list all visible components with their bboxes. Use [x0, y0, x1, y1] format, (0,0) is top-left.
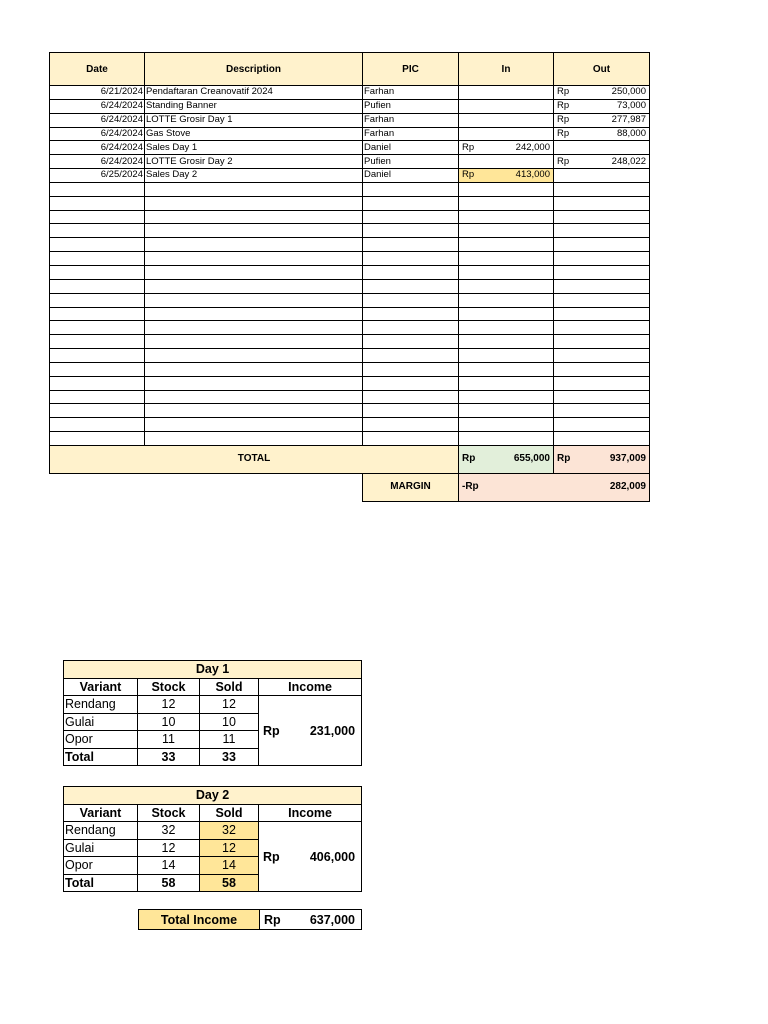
- currency-label: Rp: [462, 141, 475, 153]
- empty-cell[interactable]: [50, 210, 145, 224]
- day1-header-variant[interactable]: Variant: [64, 678, 138, 696]
- total-income-cell[interactable]: [260, 910, 362, 930]
- empty-cell[interactable]: [145, 362, 363, 376]
- stock-cell[interactable]: 12: [138, 839, 200, 857]
- empty-cell[interactable]: [50, 432, 145, 446]
- out-amount: 250,000: [611, 86, 646, 98]
- stock-cell[interactable]: 12: [138, 696, 200, 714]
- pic-cell[interactable]: Pufien: [363, 155, 459, 169]
- empty-cell[interactable]: [363, 404, 459, 418]
- empty-cell[interactable]: [145, 335, 363, 349]
- date-cell[interactable]: 6/25/2024: [50, 169, 145, 183]
- day2-header-stock[interactable]: Stock: [138, 804, 200, 822]
- empty-cell[interactable]: [50, 224, 145, 238]
- empty-cell[interactable]: [363, 196, 459, 210]
- empty-cell[interactable]: [145, 293, 363, 307]
- day2-header-row: [64, 804, 362, 822]
- total-sold-cell[interactable]: 33: [200, 748, 259, 766]
- day1-title[interactable]: Day 1: [64, 661, 362, 679]
- in-cell[interactable]: [459, 86, 554, 100]
- variant-cell[interactable]: Gulai: [64, 713, 138, 731]
- empty-cell[interactable]: [363, 390, 459, 404]
- stock-cell[interactable]: 10: [138, 713, 200, 731]
- empty-cell[interactable]: [459, 293, 554, 307]
- empty-cell[interactable]: [145, 307, 363, 321]
- sold-cell[interactable]: 32: [200, 822, 259, 840]
- out-amount: 277,987: [611, 114, 646, 126]
- margin-value: 282,009: [609, 481, 646, 493]
- description-cell[interactable]: Pendaftaran Creanovatif 2024: [145, 86, 363, 100]
- margin-prefix: -Rp: [462, 481, 479, 493]
- empty-cell[interactable]: [50, 279, 145, 293]
- day1-income-value: 231,000: [309, 723, 356, 738]
- variant-cell[interactable]: Rendang: [64, 696, 138, 714]
- empty-cell[interactable]: [554, 432, 650, 446]
- empty-ledger-row: [50, 224, 650, 238]
- ledger-body: [50, 86, 650, 446]
- empty-cell[interactable]: [363, 335, 459, 349]
- total-out-value: 937,009: [609, 453, 646, 465]
- description-cell[interactable]: LOTTE Grosir Day 1: [145, 113, 363, 127]
- total-in-cell[interactable]: [459, 445, 554, 473]
- empty-cell[interactable]: [459, 418, 554, 432]
- empty-cell[interactable]: [554, 376, 650, 390]
- in-cell[interactable]: [459, 169, 554, 183]
- ledger-total-row: [50, 445, 650, 473]
- stock-cell[interactable]: 32: [138, 822, 200, 840]
- total-income-value: 637,000: [309, 912, 355, 927]
- day1-income-cell[interactable]: [259, 696, 362, 766]
- empty-cell[interactable]: [459, 376, 554, 390]
- header-date[interactable]: Date: [50, 53, 145, 86]
- empty-cell[interactable]: [459, 404, 554, 418]
- total-income-label[interactable]: Total Income: [139, 910, 260, 930]
- pic-cell[interactable]: Pufien: [363, 99, 459, 113]
- description-cell[interactable]: LOTTE Grosir Day 2: [145, 155, 363, 169]
- empty-ledger-row: [50, 349, 650, 363]
- out-cell[interactable]: [554, 155, 650, 169]
- ledger-row: [50, 86, 650, 100]
- stock-cell[interactable]: 11: [138, 731, 200, 749]
- empty-cell[interactable]: [459, 210, 554, 224]
- pic-cell[interactable]: Farhan: [363, 113, 459, 127]
- empty-cell[interactable]: [363, 293, 459, 307]
- empty-cell[interactable]: [50, 362, 145, 376]
- total-label[interactable]: TOTAL: [50, 445, 459, 473]
- empty-cell[interactable]: [50, 196, 145, 210]
- day1-header-stock[interactable]: Stock: [138, 678, 200, 696]
- empty-ledger-row: [50, 321, 650, 335]
- sold-cell[interactable]: 14: [200, 857, 259, 875]
- pic-cell[interactable]: Daniel: [363, 169, 459, 183]
- empty-ledger-row: [50, 182, 650, 196]
- empty-cell[interactable]: [459, 196, 554, 210]
- empty-cell[interactable]: [554, 404, 650, 418]
- currency-label: Rp: [462, 169, 475, 181]
- income-currency: Rp: [263, 723, 280, 738]
- day2-header-sold[interactable]: Sold: [200, 804, 259, 822]
- empty-cell[interactable]: [363, 349, 459, 363]
- ledger-header-row: [50, 53, 650, 86]
- total-in-value: 655,000: [513, 453, 550, 465]
- pic-cell[interactable]: Farhan: [363, 86, 459, 100]
- sold-cell[interactable]: 11: [200, 731, 259, 749]
- currency-label: Rp: [557, 86, 570, 98]
- empty-cell[interactable]: [145, 321, 363, 335]
- day1-sales-table: [63, 660, 362, 766]
- total-income-currency: Rp: [264, 912, 281, 927]
- empty-cell[interactable]: [554, 238, 650, 252]
- day1-header-row: [64, 678, 362, 696]
- empty-ledger-row: [50, 432, 650, 446]
- date-cell[interactable]: 6/24/2024: [50, 113, 145, 127]
- total-out-cell[interactable]: [554, 445, 650, 473]
- in-cell[interactable]: [459, 141, 554, 155]
- currency-label: Rp: [557, 453, 571, 465]
- description-cell[interactable]: Sales Day 1: [145, 141, 363, 155]
- date-cell[interactable]: 6/21/2024: [50, 86, 145, 100]
- out-amount: 248,022: [611, 155, 646, 167]
- variant-cell[interactable]: Rendang: [64, 822, 138, 840]
- out-amount: 88,000: [616, 127, 646, 139]
- out-cell[interactable]: [554, 127, 650, 141]
- empty-cell[interactable]: [554, 196, 650, 210]
- empty-cell[interactable]: [145, 252, 363, 266]
- ledger-row: [50, 155, 650, 169]
- empty-cell[interactable]: [50, 265, 145, 279]
- empty-cell[interactable]: [145, 265, 363, 279]
- in-amount: 242,000: [515, 141, 550, 153]
- ledger-row: [50, 141, 650, 155]
- empty-cell[interactable]: [145, 418, 363, 432]
- empty-cell[interactable]: [50, 307, 145, 321]
- day1-row-rendang: [64, 696, 362, 714]
- empty-cell[interactable]: [363, 265, 459, 279]
- empty-cell[interactable]: [554, 182, 650, 196]
- sold-cell[interactable]: 12: [200, 696, 259, 714]
- empty-cell[interactable]: [459, 182, 554, 196]
- variant-cell[interactable]: Opor: [64, 857, 138, 875]
- empty-cell[interactable]: [554, 307, 650, 321]
- empty-cell[interactable]: [459, 279, 554, 293]
- empty-ledger-row: [50, 279, 650, 293]
- date-cell[interactable]: 6/24/2024: [50, 141, 145, 155]
- currency-label: Rp: [557, 100, 570, 112]
- out-cell[interactable]: [554, 169, 650, 183]
- empty-cell[interactable]: [554, 293, 650, 307]
- empty-ledger-row: [50, 418, 650, 432]
- empty-ledger-row: [50, 307, 650, 321]
- empty-cell[interactable]: [554, 252, 650, 266]
- empty-ledger-row: [50, 196, 650, 210]
- empty-cell[interactable]: [50, 418, 145, 432]
- empty-cell[interactable]: [145, 390, 363, 404]
- empty-cell[interactable]: [363, 418, 459, 432]
- total-label[interactable]: Total: [64, 874, 138, 892]
- out-amount: 73,000: [616, 100, 646, 112]
- in-cell[interactable]: [459, 113, 554, 127]
- empty-cell[interactable]: [363, 252, 459, 266]
- empty-cell[interactable]: [459, 432, 554, 446]
- empty-cell[interactable]: [363, 279, 459, 293]
- currency-label: Rp: [462, 453, 476, 465]
- empty-cell[interactable]: [145, 432, 363, 446]
- empty-cell[interactable]: [554, 279, 650, 293]
- empty-cell[interactable]: [363, 224, 459, 238]
- empty-cell[interactable]: [50, 390, 145, 404]
- total-income-row: [139, 910, 362, 930]
- header-out[interactable]: Out: [554, 53, 650, 86]
- ledger-row: [50, 99, 650, 113]
- day1-header-income[interactable]: Income: [259, 678, 362, 696]
- header-pic[interactable]: PIC: [363, 53, 459, 86]
- empty-cell[interactable]: [459, 390, 554, 404]
- total-label[interactable]: Total: [64, 748, 138, 766]
- empty-cell[interactable]: [145, 376, 363, 390]
- currency-label: Rp: [557, 114, 570, 126]
- stock-cell[interactable]: 14: [138, 857, 200, 875]
- empty-cell[interactable]: [554, 390, 650, 404]
- total-stock-cell[interactable]: 33: [138, 748, 200, 766]
- margin-label[interactable]: MARGIN: [363, 473, 459, 501]
- empty-cell[interactable]: [145, 349, 363, 363]
- description-cell[interactable]: Sales Day 2: [145, 169, 363, 183]
- empty-cell[interactable]: [554, 265, 650, 279]
- day1-header-sold[interactable]: Sold: [200, 678, 259, 696]
- total-sold-cell[interactable]: 58: [200, 874, 259, 892]
- empty-cell[interactable]: [50, 252, 145, 266]
- ledger-row: [50, 127, 650, 141]
- empty-cell[interactable]: [459, 238, 554, 252]
- in-cell[interactable]: [459, 155, 554, 169]
- day2-sales-table: [63, 786, 362, 892]
- date-cell[interactable]: 6/24/2024: [50, 99, 145, 113]
- empty-cell[interactable]: [363, 307, 459, 321]
- empty-cell[interactable]: [145, 182, 363, 196]
- empty-cell[interactable]: [363, 210, 459, 224]
- empty-cell[interactable]: [363, 362, 459, 376]
- empty-ledger-row: [50, 293, 650, 307]
- empty-cell[interactable]: [554, 321, 650, 335]
- pic-cell[interactable]: Farhan: [363, 127, 459, 141]
- empty-cell[interactable]: [459, 307, 554, 321]
- day2-row-rendang: [64, 822, 362, 840]
- empty-cell[interactable]: [50, 376, 145, 390]
- empty-cell[interactable]: [50, 404, 145, 418]
- empty-cell[interactable]: [554, 362, 650, 376]
- empty-ledger-row: [50, 390, 650, 404]
- out-cell[interactable]: [554, 99, 650, 113]
- empty-ledger-row: [50, 210, 650, 224]
- total-income-table: [138, 909, 362, 930]
- empty-cell[interactable]: [459, 224, 554, 238]
- empty-cell[interactable]: [459, 321, 554, 335]
- date-cell[interactable]: 6/24/2024: [50, 155, 145, 169]
- empty-cell[interactable]: [50, 335, 145, 349]
- empty-cell[interactable]: [363, 321, 459, 335]
- empty-cell[interactable]: [145, 196, 363, 210]
- empty-cell[interactable]: [459, 252, 554, 266]
- empty-cell[interactable]: [554, 349, 650, 363]
- empty-cell[interactable]: [50, 293, 145, 307]
- margin-value-cell[interactable]: [459, 473, 650, 501]
- empty-ledger-row: [50, 238, 650, 252]
- description-cell[interactable]: Gas Stove: [145, 127, 363, 141]
- empty-ledger-row: [50, 362, 650, 376]
- empty-ledger-row: [50, 265, 650, 279]
- ledger-row: [50, 113, 650, 127]
- empty-ledger-row: [50, 335, 650, 349]
- empty-cell[interactable]: [554, 210, 650, 224]
- variant-cell[interactable]: Gulai: [64, 839, 138, 857]
- empty-cell[interactable]: [145, 404, 363, 418]
- ledger-row: [50, 169, 650, 183]
- empty-cell[interactable]: [459, 362, 554, 376]
- out-cell[interactable]: [554, 141, 650, 155]
- empty-ledger-row: [50, 376, 650, 390]
- day2-income-value: 406,000: [309, 849, 356, 864]
- blank-cell: [50, 473, 363, 501]
- empty-cell[interactable]: [554, 335, 650, 349]
- empty-cell[interactable]: [145, 224, 363, 238]
- variant-cell[interactable]: Opor: [64, 731, 138, 749]
- empty-cell[interactable]: [459, 265, 554, 279]
- ledger-margin-row: [50, 473, 650, 501]
- cash-ledger-table: [49, 52, 650, 502]
- empty-cell[interactable]: [459, 349, 554, 363]
- empty-cell[interactable]: [50, 349, 145, 363]
- sold-cell[interactable]: 12: [200, 839, 259, 857]
- empty-cell[interactable]: [363, 238, 459, 252]
- empty-cell[interactable]: [145, 238, 363, 252]
- empty-cell[interactable]: [50, 182, 145, 196]
- empty-cell[interactable]: [50, 321, 145, 335]
- description-cell[interactable]: Standing Banner: [145, 99, 363, 113]
- header-description[interactable]: Description: [145, 53, 363, 86]
- empty-cell[interactable]: [145, 279, 363, 293]
- empty-cell[interactable]: [554, 224, 650, 238]
- empty-cell[interactable]: [363, 182, 459, 196]
- header-in[interactable]: In: [459, 53, 554, 86]
- day2-income-cell[interactable]: [259, 822, 362, 892]
- empty-cell[interactable]: [145, 210, 363, 224]
- empty-cell[interactable]: [459, 335, 554, 349]
- out-cell[interactable]: [554, 113, 650, 127]
- in-cell[interactable]: [459, 127, 554, 141]
- in-cell[interactable]: [459, 99, 554, 113]
- sold-cell[interactable]: 10: [200, 713, 259, 731]
- out-cell[interactable]: [554, 86, 650, 100]
- day2-title[interactable]: Day 2: [64, 787, 362, 805]
- income-currency: Rp: [263, 849, 280, 864]
- currency-label: Rp: [557, 155, 570, 167]
- total-stock-cell[interactable]: 58: [138, 874, 200, 892]
- empty-ledger-row: [50, 404, 650, 418]
- empty-ledger-row: [50, 252, 650, 266]
- empty-cell[interactable]: [363, 432, 459, 446]
- day2-header-income[interactable]: Income: [259, 804, 362, 822]
- date-cell[interactable]: 6/24/2024: [50, 127, 145, 141]
- pic-cell[interactable]: Daniel: [363, 141, 459, 155]
- in-amount: 413,000: [515, 169, 550, 181]
- empty-cell[interactable]: [554, 418, 650, 432]
- empty-cell[interactable]: [363, 376, 459, 390]
- day2-header-variant[interactable]: Variant: [64, 804, 138, 822]
- currency-label: Rp: [557, 127, 570, 139]
- empty-cell[interactable]: [50, 238, 145, 252]
